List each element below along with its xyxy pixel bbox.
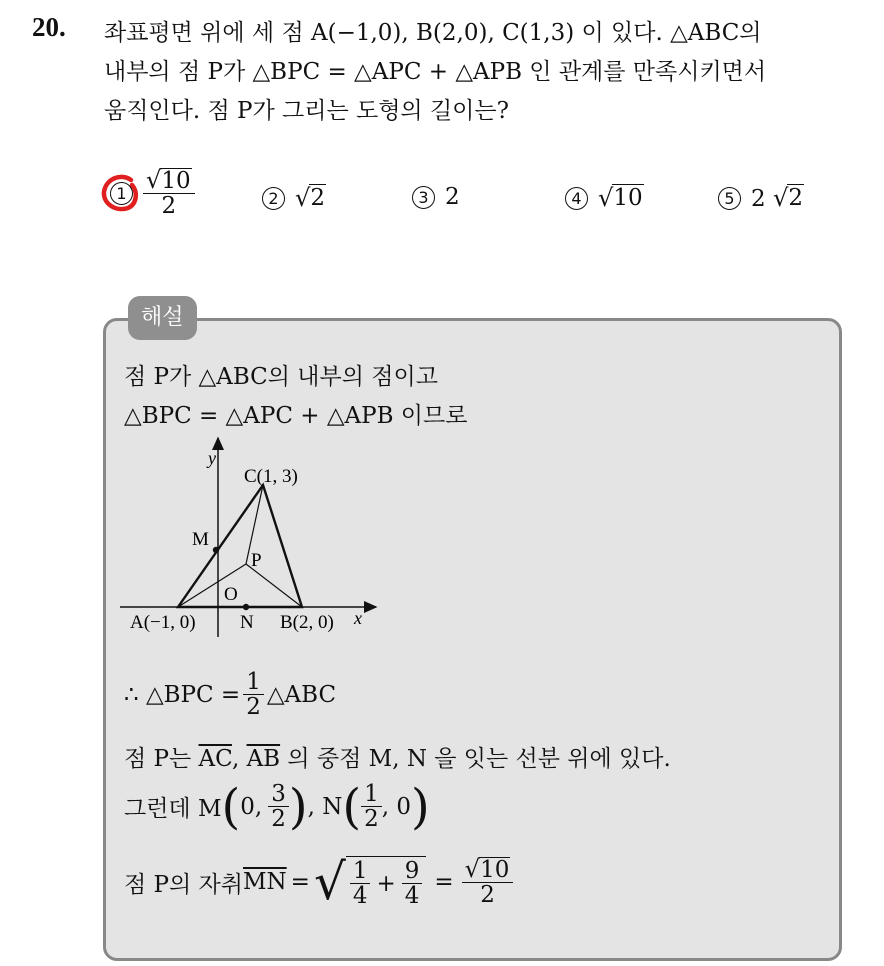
solution-line-1: 점 P가 △ABC의 내부의 점이고 [124, 364, 438, 390]
segment-mn-label: $\overline{MN}$ [242, 869, 287, 896]
label-a: A(−1, 0) [130, 612, 196, 633]
point-n [243, 604, 249, 610]
x-axis-label: x [354, 608, 362, 628]
choice-4-value: √ 10 [598, 184, 643, 212]
question-line-2: 내부의 점 P가 △BPC = △APC + △APB 인 관계를 만족시키면서 [104, 59, 767, 85]
therefore-line: ∴ △BPC = $\frac{1}{2}$ △ABC [124, 669, 337, 721]
choice-4[interactable] [565, 184, 644, 212]
choice-4-marker: 4 [565, 187, 588, 210]
question-line-1: 좌표평면 위에 세 점 A(−1,0), B(2,0), C(1,3) 이 있다. △ABC의 [104, 20, 762, 46]
question-line-3: 움직인다. 점 P가 그리는 도형의 길이는? [104, 98, 509, 124]
point-m [213, 547, 219, 553]
label-m: M [192, 529, 209, 550]
choice-2[interactable] [262, 184, 326, 212]
label-n: N [240, 612, 254, 633]
choice-5-marker: 5 [718, 187, 741, 210]
choice-2-marker: 2 [262, 187, 285, 210]
choice-2-value: √ 2 [295, 184, 326, 212]
coordinates-line: 그런데 M ( 0, $\frac{3}{2}$ ) , N ( $\frac{1}{2}$ , 0 ) [124, 778, 430, 835]
solution-line-2: △BPC = △APC + △APB 이므로 [124, 403, 468, 429]
label-c: C(1, 3) [244, 466, 298, 487]
choice-3-value: 2 [445, 184, 460, 210]
label-p: P [251, 550, 262, 571]
midpoint-line: 점 P는 $\overline{AC}$, $\overline{AB}$ 의 중점 M, N 을 잇는 선분 위에 있다. [124, 746, 671, 772]
choice-5-value: 2 √ 2 [751, 184, 803, 212]
segment-ac-label: $\overline{AC}$ [198, 746, 232, 772]
choice-1-value: √ 10 2 [143, 168, 195, 219]
choice-5[interactable] [718, 184, 804, 212]
choice-1[interactable] [110, 168, 195, 219]
label-o: O [224, 584, 238, 605]
y-axis-label: y [208, 448, 216, 468]
choice-3[interactable] [412, 184, 460, 210]
locus-length-line: 점 P의 자취 $\overline{MN}$ = √ $\frac{1}{4}$ + $\frac{9}{4}$ = √ 10 2 [124, 856, 513, 908]
question-number: 20. [32, 12, 66, 42]
choice-1-marker: 1 [110, 182, 133, 205]
segment-ab-label: $\overline{AB}$ [246, 746, 281, 772]
triangle-figure [120, 432, 390, 642]
label-b: B(2, 0) [280, 612, 334, 633]
choice-3-marker: 3 [412, 186, 435, 209]
solution-tag: 해설 [128, 296, 197, 340]
